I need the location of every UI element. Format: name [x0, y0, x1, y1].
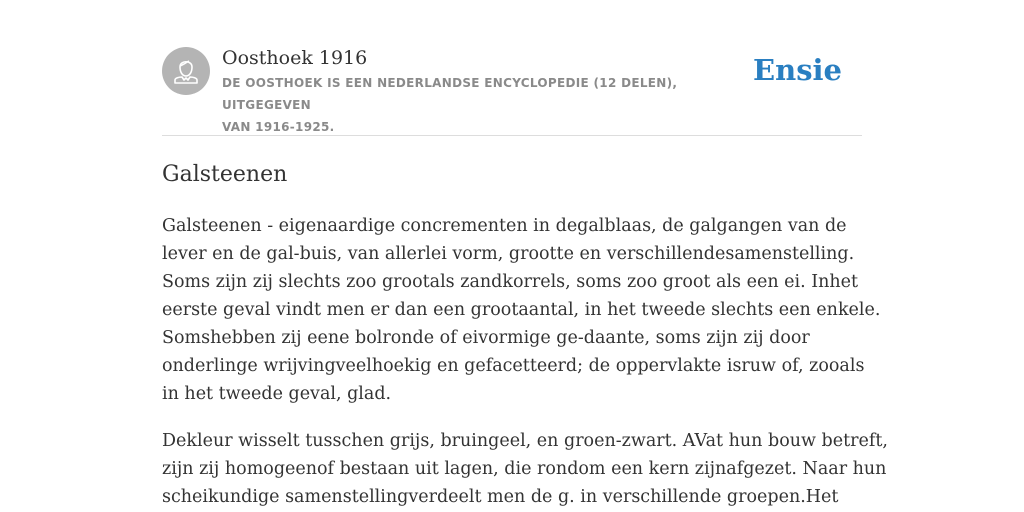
ensie-logo[interactable]: Ensie — [753, 53, 842, 87]
source-title[interactable]: Oosthoek 1916 — [222, 47, 368, 69]
paragraph-line: zijn zij homogeenof bestaan uit lagen, die rondom een kern zijnafgezet. Naar hun — [162, 459, 887, 479]
paragraph-line: onderlinge wrijvingveelhoekig en gefacetteerd; de oppervlakte isruw of, zooals — [162, 356, 865, 376]
paragraph-line: in het tweede geval, glad. — [162, 384, 392, 404]
source-description — [222, 72, 767, 138]
article-body — [162, 212, 888, 511]
article-paragraph — [162, 427, 888, 511]
paragraph-spacer — [162, 408, 862, 427]
user-placeholder-icon — [162, 47, 210, 95]
paragraph-line: Soms zijn zij slechts zoo grootals zandkorrels, soms zoo groot als een ei. Inhet — [162, 272, 859, 292]
header-divider — [162, 135, 862, 136]
article-title: Galsteenen — [162, 162, 288, 187]
paragraph-line: eerste geval vindt men er dan een grootaantal, in het tweede slechts een enkele. — [162, 300, 881, 320]
paragraph-line: Dekleur wisselt tusschen grijs, bruingeel, en groen-zwart. AVat hun bouw betreft, — [162, 431, 888, 451]
paragraph-line: Galsteenen - eigenaardige concrementen in degalblaas, de galgangen van de — [162, 216, 847, 236]
paragraph-line: scheikundige samenstellingverdeelt men de g. in verschillende groepen.Het — [162, 487, 839, 507]
article-paragraph — [162, 212, 881, 408]
source-header — [162, 46, 862, 134]
source-description-line: VAN 1916-1925. — [222, 120, 335, 134]
source-description-line: DE OOSTHOEK IS EEN NEDERLANDSE ENCYCLOPEDIE (12 DELEN), UITGEGEVEN — [222, 76, 678, 112]
paragraph-line: Somshebben zij eene bolronde of eivormige ge-daante, soms zijn zij door — [162, 328, 810, 348]
paragraph-line: lever en de gal-buis, van allerlei vorm, grootte en verschillendesamenstelling. — [162, 244, 855, 264]
